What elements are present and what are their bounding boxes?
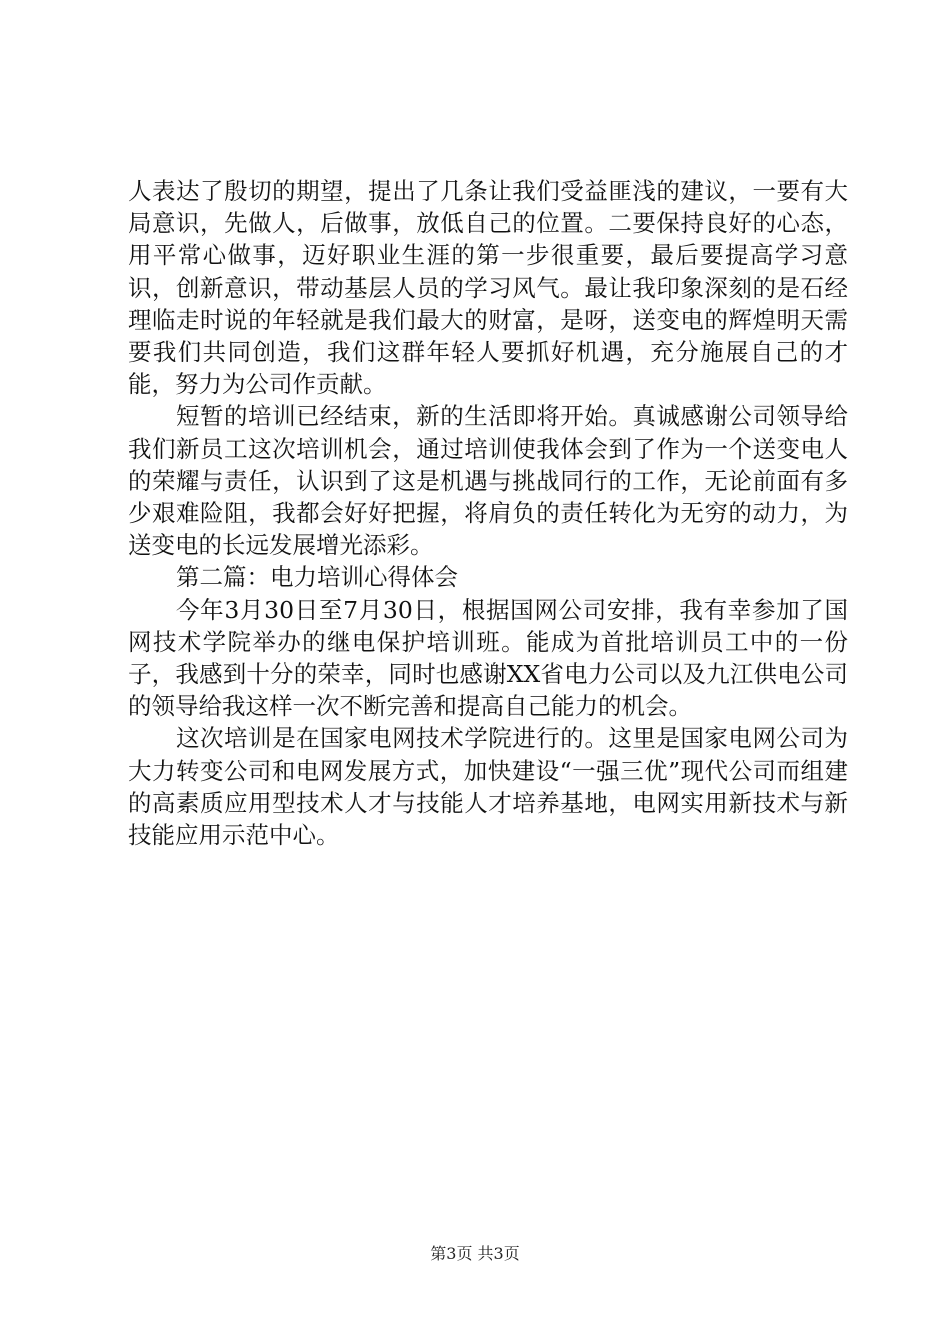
paragraph-training-location: 这次培训是在国家电网技术学院进行的。这里是国家电网公司为大力转变公司和电网发展方式，加快建设“一强三优”现代公司而组建的高素质应用型技术人才与技能人才培养基地，电网实用新技术与新技能应用示范中心。 bbox=[128, 724, 848, 850]
paragraph-training-intro: 今年3月30日至7月30日，根据国网公司安排，我有幸参加了国网技术学院举办的继电保护培训班。能成为首批培训员工中的一份子，我感到十分的荣幸，同时也感谢XX省电力公司以及九江供电公司的领导给我这样一次不断完善和提高自己能力的机会。 bbox=[128, 595, 848, 721]
section-heading: 第二篇：电力培训心得体会 bbox=[176, 563, 458, 592]
document-body bbox=[128, 175, 848, 851]
page-number-footer: 第3页 共3页 bbox=[430, 1244, 520, 1263]
paragraph-conclusion: 短暂的培训已经结束，新的生活即将开始。真诚感谢公司领导给我们新员工这次培训机会，通过培训使我体会到了作为一个送变电人的荣耀与责任，认识到了这是机遇与挑战同行的工作，无论前面有多少艰难险阻，我都会好好把握，将肩负的责任转化为无穷的动力，为送变电的长远发展增光添彩。 bbox=[128, 402, 848, 560]
paragraph-continued: 人表达了殷切的期望，提出了几条让我们受益匪浅的建议，一要有大局意识，先做人，后做事，放低自己的位置。二要保持良好的心态，用平常心做事，迈好职业生涯的第一步很重要，最后要提高学习意识，创新意识，带动基层人员的学习风气。最让我印象深刻的是石经理临走时说的年轻就是我们最大的财富，是呀，送变电的辉煌明天需要我们共同创造，我们这群年轻人要抓好机遇，充分施展自己的才能，努力为公司作贡献。 bbox=[128, 177, 848, 399]
